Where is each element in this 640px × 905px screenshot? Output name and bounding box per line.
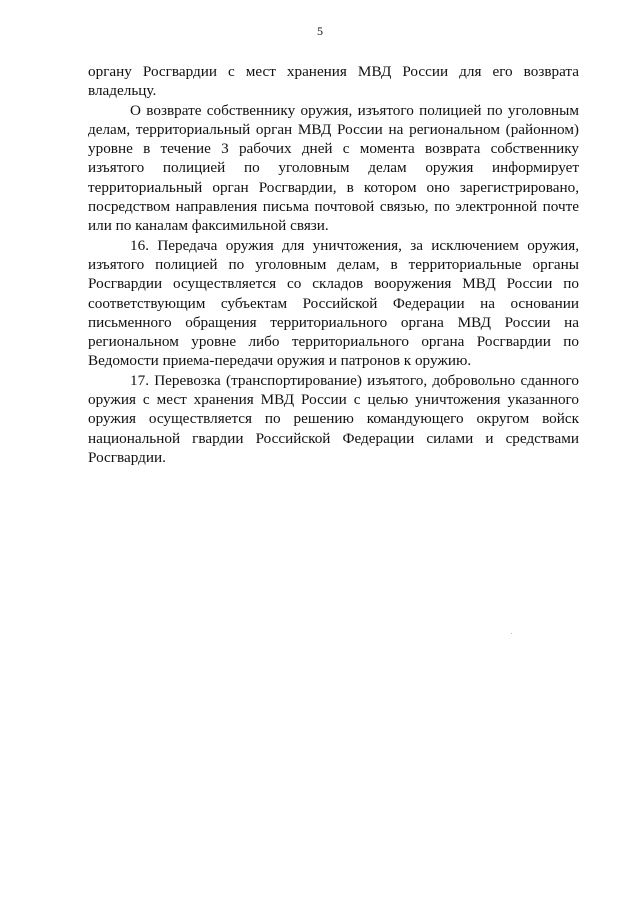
- paragraph-return-to-owner: О возврате собственнику оружия, изъятого полицией по уголовным делам, территориальный орган МВД России на региональном (районном) уровне в течение 3 рабочих дней с момента возврата собственнику изъятого полицией по уголовным делам оружия информирует территориальный орган Росгвардии, в котором оно зарегистрировано, посредством направления письма почтовой связью, по электронной почте или по каналам факсимильной связи.: [88, 101, 579, 235]
- paragraph-continuation: органу Росгвардии с мест хранения МВД России для его возврата владельцу.: [88, 63, 579, 100]
- paragraph-item-17: 17. Перевозка (транспортирование) изъятого, добровольно сданного оружия с мест хранения МВД России с целью уничтожения указанного оружия осуществляется по решению командующего округом войск национальной гвардии Российской Федерации силами и средствами Росгвардии.: [88, 371, 579, 466]
- page-number: 5: [317, 24, 323, 38]
- paragraph-item-16: 16. Передача оружия для уничтожения, за исключением оружия, изъятого полицией по уголовным делам, в территориальные органы Росгвардии осуществляется со складов вооружения МВД России по соответствующим субъектам Российской Федерации на основании письменного обращения территориального органа МВД России на региональном уровне либо территориального органа Росгвардии по Ведомости приема-передачи оружия и патронов к оружию.: [88, 236, 579, 370]
- scan-speck: [511, 633, 512, 634]
- document-body: [88, 62, 579, 467]
